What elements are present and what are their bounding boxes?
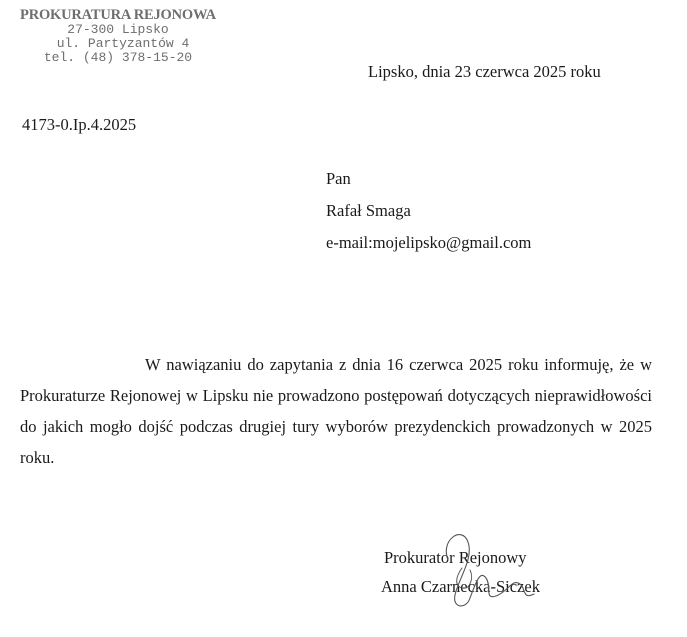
case-number: 4173-0.Ip.4.2025	[22, 115, 137, 134]
letter-body: W nawiązaniu do zapytania z dnia 16 czerwca 2025 roku informuję, że w Prokuraturze Rejonowej w Lipsku nie prowadzono postępowań dotyczących nieprawidłowości do jakich mogło dojść podczas drugiej tury wyborów prezydenckich prowadzonych w 2025 roku.	[20, 355, 652, 467]
recipient-block	[326, 163, 531, 259]
office-stamp	[18, 8, 218, 64]
recipient-salutation: Pan	[326, 169, 351, 188]
stamp-street: ul. Partyzantów 4	[56, 35, 190, 51]
place-and-date: Lipsko, dnia 23 czerwca 2025 roku	[368, 62, 601, 81]
recipient-email: e-mail:mojelipsko@gmail.com	[326, 233, 532, 252]
stamp-phone: tel. (48) 378-15-20	[43, 49, 193, 65]
signatory-name: Anna Czarnecka-Siczek	[381, 577, 540, 596]
stamp-office-name: PROKURATURA REJONOWA	[20, 6, 216, 24]
stamp-postal-code: 27-300 Lipsko	[67, 22, 169, 38]
signatory-role: Prokurator Rejonowy	[384, 548, 527, 567]
recipient-name: Rafał Smaga	[326, 201, 411, 220]
signature-block	[381, 543, 540, 601]
